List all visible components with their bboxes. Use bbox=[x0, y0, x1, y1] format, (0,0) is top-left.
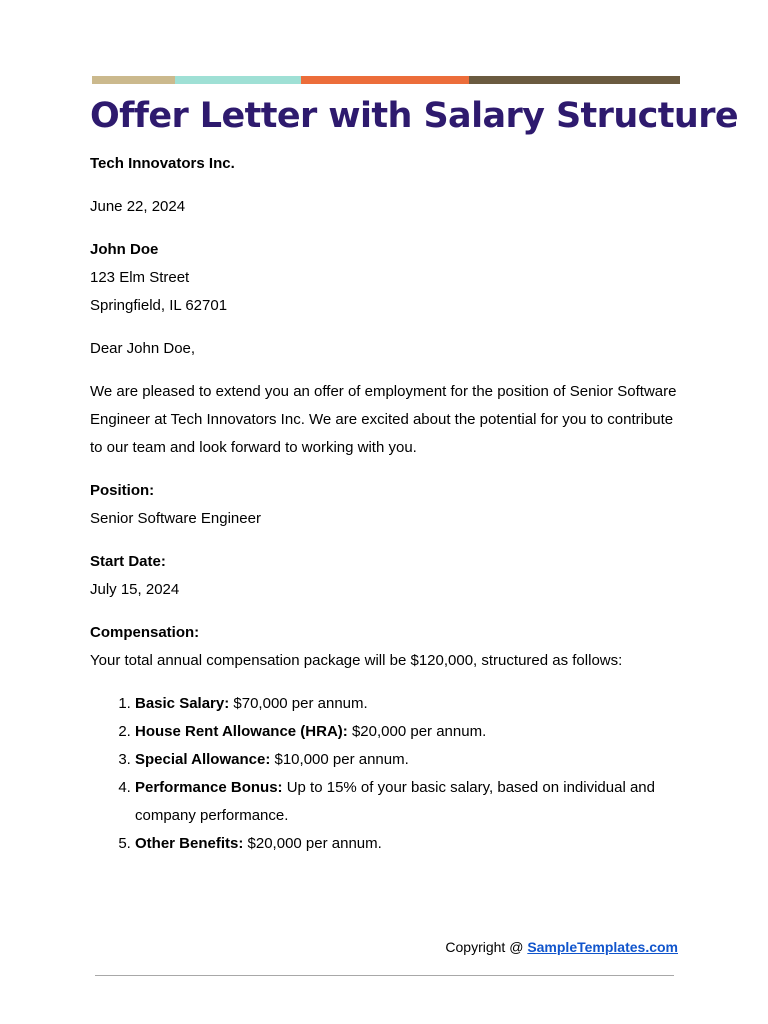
position-value: Senior Software Engineer bbox=[90, 510, 261, 527]
footer-copyright bbox=[445, 935, 678, 959]
salary-structure-list bbox=[90, 690, 680, 858]
color-bar-segment-1 bbox=[92, 76, 175, 84]
list-item-label: Other Benefits: bbox=[135, 835, 244, 852]
list-item-label: House Rent Allowance (HRA): bbox=[135, 723, 348, 740]
address-line-2: Springfield, IL 62701 bbox=[90, 297, 228, 314]
list-item bbox=[135, 718, 680, 746]
list-item-label: Performance Bonus: bbox=[135, 779, 283, 796]
position-label: Position: bbox=[90, 482, 155, 499]
start-date-section bbox=[90, 548, 680, 604]
compensation-text: Your total annual compensation package will be $120,000, structured as follows: bbox=[90, 652, 623, 669]
letter-date: June 22, 2024 bbox=[90, 198, 186, 215]
color-bar-segment-4 bbox=[469, 76, 680, 84]
list-item-label: Basic Salary: bbox=[135, 695, 230, 712]
list-item-text: $10,000 per annum. bbox=[270, 751, 409, 768]
company-name: Tech Innovators Inc. bbox=[90, 155, 235, 172]
list-item-text: $20,000 per annum. bbox=[347, 723, 487, 740]
compensation-label: Compensation: bbox=[90, 624, 200, 641]
greeting: Dear John Doe, bbox=[90, 340, 196, 357]
decorative-color-bar bbox=[92, 76, 680, 84]
letter-body bbox=[90, 150, 680, 873]
list-item-label: Special Allowance: bbox=[135, 751, 271, 768]
list-item-text: Up to 15% of your basic salary, based on individual and company performance. bbox=[135, 779, 655, 824]
position-section bbox=[90, 477, 680, 533]
color-bar-segment-2 bbox=[175, 76, 301, 84]
list-item bbox=[135, 690, 680, 718]
sampletemplates-link[interactable]: SampleTemplates.com bbox=[527, 939, 678, 955]
start-date-label: Start Date: bbox=[90, 553, 166, 570]
intro-paragraph: We are pleased to extend you an offer of employment for the position of Senior Software Engineer at Tech Innovators Inc. We are excited about the potential for you to contribute to our team and look forward to working with you. bbox=[90, 383, 677, 456]
list-item bbox=[135, 746, 680, 774]
list-item-text: $20,000 per annum. bbox=[243, 835, 382, 852]
color-bar-segment-3 bbox=[301, 76, 469, 84]
address-line-1: 123 Elm Street bbox=[90, 269, 190, 286]
compensation-section bbox=[90, 619, 680, 858]
page-title: Offer Letter with Salary Structure bbox=[90, 96, 739, 136]
recipient-name: John Doe bbox=[90, 241, 159, 258]
list-item bbox=[135, 830, 680, 858]
list-item-text: $70,000 per annum. bbox=[229, 695, 368, 712]
footer-divider bbox=[95, 975, 674, 976]
copyright-text: Copyright @ bbox=[445, 939, 528, 955]
start-date-value: July 15, 2024 bbox=[90, 581, 180, 598]
list-item bbox=[135, 774, 680, 830]
recipient-address bbox=[90, 236, 680, 320]
